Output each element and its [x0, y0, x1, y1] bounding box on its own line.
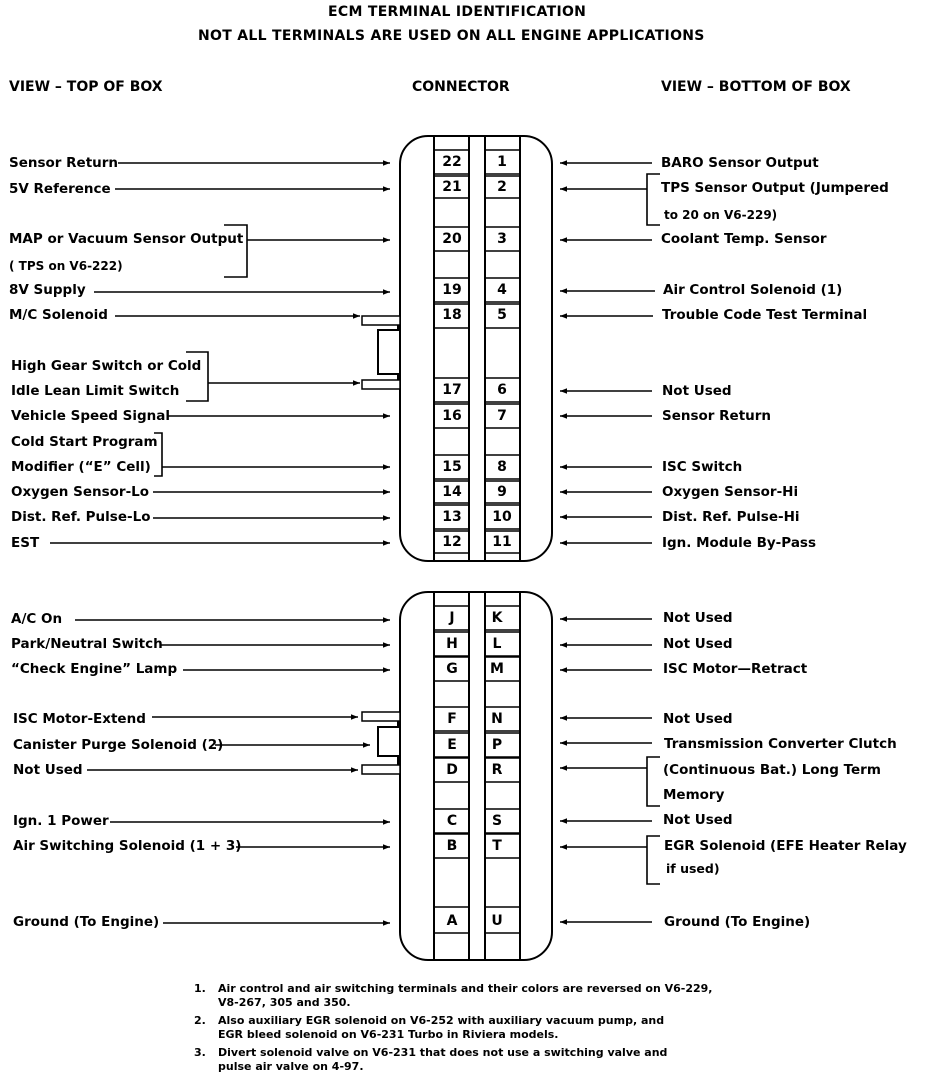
pin-s: S: [491, 813, 503, 829]
pin-1: 1: [497, 154, 507, 170]
pin-13: 13: [442, 509, 462, 525]
label-cold-start-program: Cold Start Program: [11, 434, 158, 450]
label-ground-right: Ground (To Engine): [664, 914, 811, 930]
label-continuous-bat: (Continuous Bat.) Long Term: [663, 762, 881, 778]
pin-12: 12: [442, 534, 462, 550]
label-transmission-converter-clutch: Transmission Converter Clutch: [664, 736, 897, 752]
label-vehicle-speed-signal: Vehicle Speed Signal: [11, 408, 171, 424]
pin-2: 2: [497, 179, 507, 195]
pin-l: L: [492, 636, 502, 652]
label-modifier-e-cell: Modifier (“E” Cell): [11, 459, 151, 475]
label-if-used: if used): [666, 861, 720, 876]
pin-5: 5: [497, 307, 507, 323]
pin-4: 4: [497, 282, 507, 298]
label-not-used-s: Not Used: [663, 812, 733, 828]
right-arrows-a: [560, 163, 655, 543]
pin-a: A: [446, 913, 458, 929]
label-isc-motor-extend: ISC Motor-Extend: [13, 711, 146, 727]
pin-j: J: [449, 610, 455, 626]
label-8v-supply: 8V Supply: [9, 282, 86, 298]
title-line-1: ECM TERMINAL IDENTIFICATION: [328, 4, 587, 20]
pin-3: 3: [497, 231, 507, 247]
pin-16: 16: [442, 408, 462, 424]
title-line-2: NOT ALL TERMINALS ARE USED ON ALL ENGINE APPLICATIONS: [198, 28, 705, 44]
label-est: EST: [11, 535, 40, 551]
label-sensor-return-right: Sensor Return: [662, 408, 772, 424]
label-jumpered-v6-229: to 20 on V6-229): [664, 208, 778, 222]
label-air-control-solenoid: Air Control Solenoid (1): [663, 282, 843, 298]
label-coolant-temp-sensor: Coolant Temp. Sensor: [661, 231, 827, 247]
pin-22: 22: [442, 154, 462, 170]
label-sensor-return-left: Sensor Return: [9, 155, 119, 171]
pin-14: 14: [442, 484, 462, 500]
pin-6: 6: [497, 382, 507, 398]
pin-r: R: [491, 762, 503, 778]
header-top-view: VIEW – TOP OF BOX: [9, 79, 163, 95]
connector-b-body: [400, 592, 552, 960]
label-park-neutral-switch: Park/Neutral Switch: [11, 636, 163, 652]
label-memory: Memory: [663, 787, 725, 803]
pin-m: M: [490, 661, 504, 677]
pin-20: 20: [442, 231, 462, 247]
label-dist-ref-pulse-hi: Dist. Ref. Pulse-Hi: [662, 509, 800, 525]
pin-u: U: [491, 913, 503, 929]
label-ac-on: A/C On: [11, 611, 63, 627]
label-ign-1-power: Ign. 1 Power: [13, 813, 109, 829]
label-canister-purge: Canister Purge Solenoid (2): [13, 737, 224, 753]
label-oxygen-sensor-hi: Oxygen Sensor-Hi: [662, 484, 799, 500]
label-egr-solenoid: EGR Solenoid (EFE Heater Relay: [664, 838, 907, 854]
pin-7: 7: [497, 408, 507, 424]
pin-n: N: [491, 711, 503, 727]
header-connector: CONNECTOR: [412, 79, 510, 95]
label-trouble-code-test: Trouble Code Test Terminal: [662, 307, 868, 323]
pin-11: 11: [492, 534, 512, 550]
footnote-1-line-2: V8-267, 305 and 350.: [218, 996, 351, 1009]
pin-21: 21: [442, 179, 462, 195]
label-not-used-l: Not Used: [663, 636, 733, 652]
label-high-gear-switch: High Gear Switch or Cold: [11, 358, 202, 374]
label-map-sensor-output: MAP or Vacuum Sensor Output: [9, 231, 244, 247]
label-isc-switch: ISC Switch: [662, 459, 743, 475]
label-tps-v6-222: ( TPS on V6-222): [9, 259, 123, 273]
footnote-3-num: 3.: [194, 1046, 206, 1059]
pin-t: T: [492, 838, 502, 854]
label-baro-sensor-output: BARO Sensor Output: [661, 155, 819, 171]
footnote-1-num: 1.: [194, 982, 206, 995]
pin-h: H: [446, 636, 458, 652]
label-not-used-6: Not Used: [662, 383, 732, 399]
pin-9: 9: [497, 484, 507, 500]
label-oxygen-sensor-lo: Oxygen Sensor-Lo: [11, 484, 150, 500]
pin-8: 8: [497, 459, 507, 475]
pin-19: 19: [442, 282, 462, 298]
label-isc-motor-retract: ISC Motor—Retract: [663, 661, 808, 677]
footnote-2-line-2: EGR bleed solenoid on V6-231 Turbo in Riviera models.: [218, 1028, 559, 1041]
label-ground-left: Ground (To Engine): [13, 914, 160, 930]
pin-17: 17: [442, 382, 462, 398]
pin-b: B: [446, 838, 458, 854]
connector-a-body: [400, 136, 552, 561]
connector-tabs: [362, 316, 400, 774]
label-5v-reference: 5V Reference: [9, 181, 111, 197]
label-air-switching-solenoid: Air Switching Solenoid (1 + 3): [13, 838, 242, 854]
header-bottom-view: VIEW – BOTTOM OF BOX: [661, 79, 851, 95]
footnote-3-line-1: Divert solenoid valve on V6-231 that does not use a switching valve and: [218, 1046, 668, 1059]
label-ign-module-bypass: Ign. Module By-Pass: [662, 535, 816, 551]
pin-15: 15: [442, 459, 462, 475]
pin-g: G: [446, 661, 458, 677]
footnote-2-line-1: Also auxiliary EGR solenoid on V6-252 with auxiliary vacuum pump, and: [218, 1014, 665, 1027]
pin-c: C: [446, 813, 458, 829]
label-not-used-n: Not Used: [663, 711, 733, 727]
label-not-used-k: Not Used: [663, 610, 733, 626]
pin-d: D: [446, 762, 458, 778]
footnote-3-line-2: pulse air valve on 4-97.: [218, 1060, 364, 1073]
label-tps-sensor-output: TPS Sensor Output (Jumpered: [661, 180, 889, 196]
pin-k: K: [491, 610, 503, 626]
footnote-1-line-1: Air control and air switching terminals and their colors are reversed on V6-229,: [218, 982, 713, 995]
label-check-engine-lamp: “Check Engine” Lamp: [11, 661, 178, 677]
label-dist-ref-pulse-lo: Dist. Ref. Pulse-Lo: [11, 509, 151, 525]
pin-e: E: [447, 737, 457, 753]
right-arrows-b: [560, 619, 652, 922]
label-mc-solenoid: M/C Solenoid: [9, 307, 108, 323]
label-idle-lean-limit: Idle Lean Limit Switch: [11, 383, 180, 399]
label-not-used-d: Not Used: [13, 762, 83, 778]
pin-18: 18: [442, 307, 462, 323]
footnote-2-num: 2.: [194, 1014, 206, 1027]
pin-10: 10: [492, 509, 512, 525]
pin-f: F: [447, 711, 457, 727]
pin-p: P: [491, 737, 503, 753]
